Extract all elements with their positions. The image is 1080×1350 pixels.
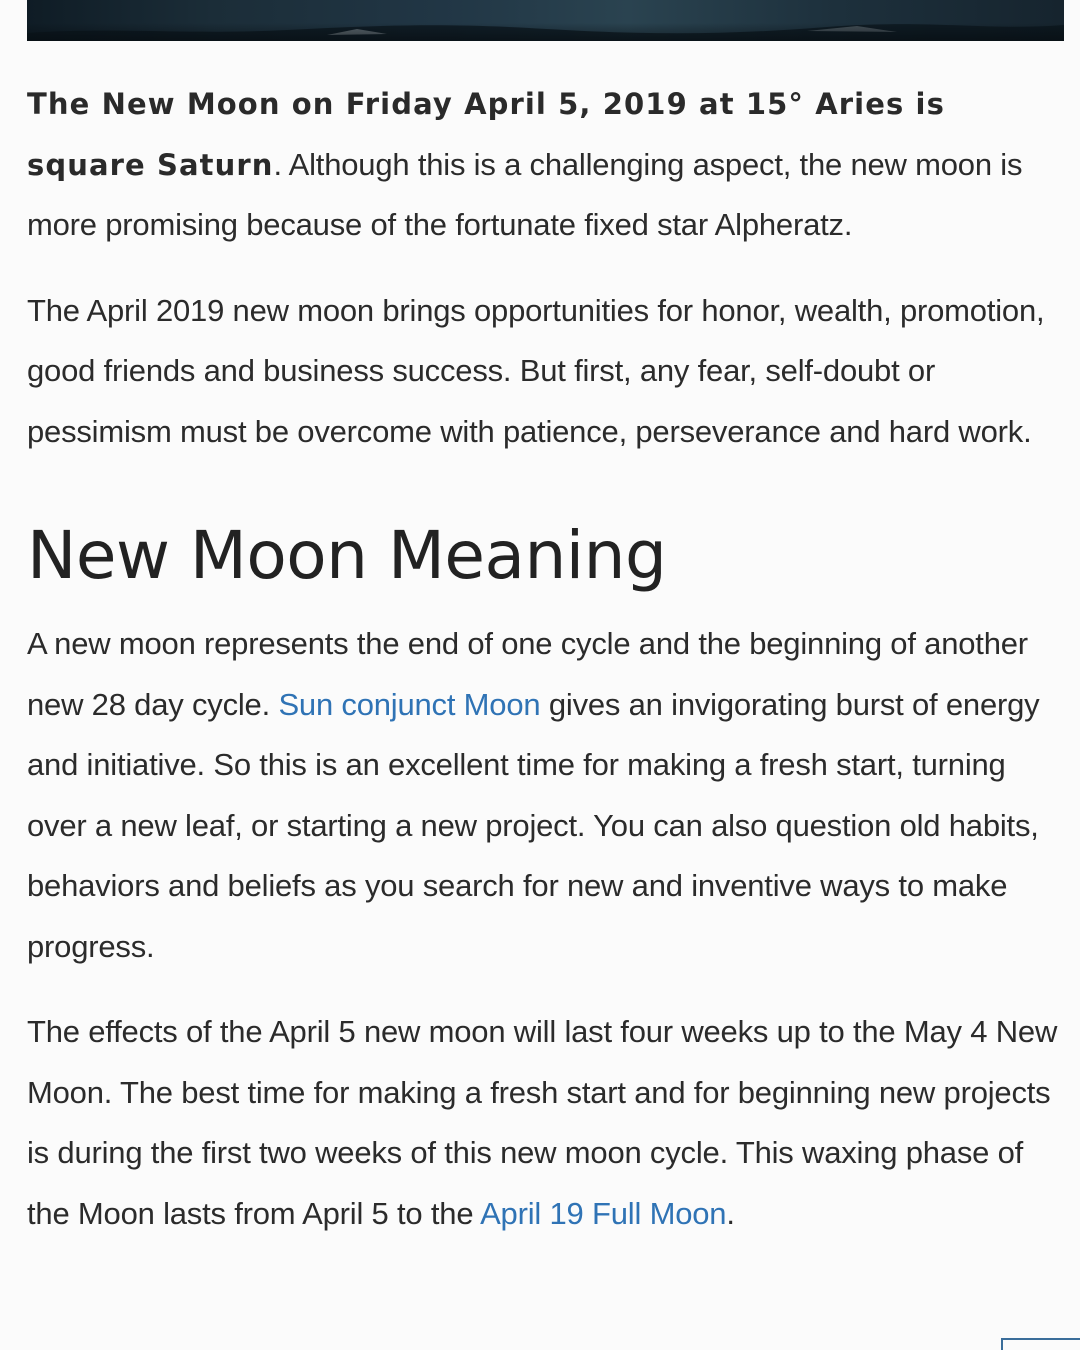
effects-text-start: The effects of the April 5 new moon will last four weeks up to the May 4 New Moon. The best time for making a fresh start and for beginning new projects is during the first two weeks of this new moon cycle. This waxing phase of the Moon lasts from April 5 to the bbox=[27, 1014, 1058, 1231]
effects-text-end: . bbox=[726, 1195, 735, 1231]
next-element-edge bbox=[1001, 1338, 1080, 1350]
image-shade bbox=[27, 23, 1064, 41]
article-body bbox=[27, 72, 1067, 1244]
meaning-paragraph bbox=[27, 614, 1067, 977]
intro-paragraph bbox=[27, 74, 1067, 256]
meaning-text-start: A new moon represents the end of one cycle and the beginning of another new 28 day cycle. bbox=[27, 626, 1028, 722]
intro-lead: The New Moon on Friday April 5, 2019 at 15° Aries is square Saturn bbox=[27, 87, 945, 182]
meaning-text-end: gives an invigorating burst of energy and initiative. So this is an excellent time for making a fresh start, turning over a new leaf, or starting a new project. You can also question old habits, behaviors and beliefs as you search for new and inventive ways to make progress. bbox=[27, 686, 1040, 964]
full-moon-link[interactable]: April 19 Full Moon bbox=[480, 1195, 727, 1231]
effects-paragraph bbox=[27, 1002, 1067, 1244]
opportunities-paragraph: The April 2019 new moon brings opportunities for honor, wealth, promotion, good friends and business success. But first, any fear, self-doubt or pessimism must be overcome with patience, perseverance and hard work. bbox=[27, 292, 1045, 449]
sun-conjunct-moon-link[interactable]: Sun conjunct Moon bbox=[278, 686, 541, 722]
intro-rest: . Although this is a challenging aspect, the new moon is more promising because of the fortunate fixed star Alpheratz. bbox=[27, 146, 1023, 242]
section-heading: New Moon Meaning bbox=[27, 517, 667, 594]
header-image bbox=[27, 0, 1064, 41]
